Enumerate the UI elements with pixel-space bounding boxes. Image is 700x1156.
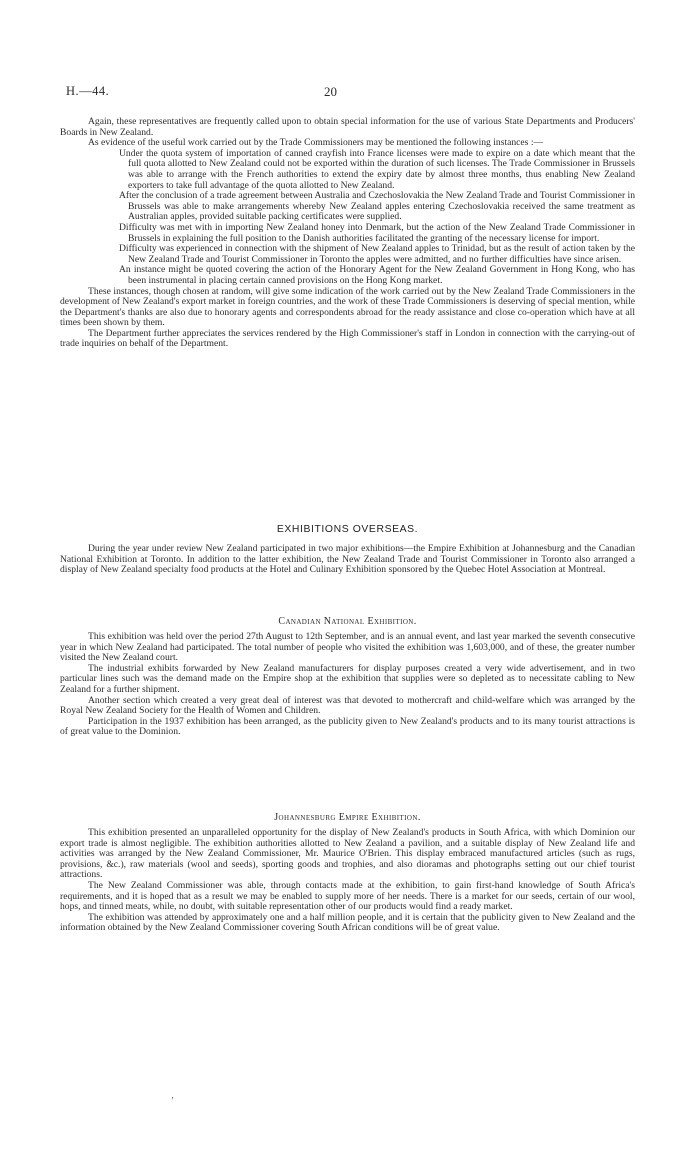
report-reference: H.—44. [66,84,110,98]
instance-item: Difficulty was experienced in connection with the shipment of New Zealand apples to Trinidad, but as the result of action taken by the New Zealand Trade and Tourist Commissioner in Toronto the apples were admitted, and no further difficulties have since arisen. [119,243,635,265]
johannesburg-exhibition-section [60,828,635,934]
paragraph: Again, these representatives are frequently called upon to obtain special information for the use of various State Departments and Producers' Boards in New Zealand. [60,116,635,138]
subsection-heading: Canadian National Exhibition. [278,616,417,627]
stray-mark: ‚ [171,1090,174,1100]
paragraph: Another section which created a very great deal of interest was that devoted to mothercraft and child-welfare which was arranged by the Royal New Zealand Society for the Health of Women and Children. [60,694,635,717]
section-heading: EXHIBITIONS OVERSEAS. [276,524,419,535]
page-number: 20 [324,84,337,99]
paragraph: As evidence of the useful work carried out by the Trade Commissioners may be mentioned the following instances :— [88,137,544,149]
paragraph: During the year under review New Zealand participated in two major exhibitions—the Empire Exhibition at Johannesburg and the Canadian National Exhibition at Toronto. In addition to the latter exhibition, the New Zealand Trade and Tourist Commissioner in Toronto also arranged a display of New Zealand specialty food products at the Hotel and Culinary Exhibition sponsored by the Quebec Hotel Association at Montreal. [60,543,635,576]
instance-item: After the conclusion of a trade agreement between Australia and Czechoslovakia the New Zealand Trade and Tourist Commissioner in Brussels was able to make arrangements whereby New Zealand apples entering Czechoslovakia received the same treatment as Australian apples, provided suitable packing certificates were supplied. [119,190,635,223]
paragraph: This exhibition was held over the period 27th August to 12th September, and is an annual event, and last year marked the seventh consecutive year in which New Zealand had participated. The total number of people who visited the exhibition was 1,603,000, and of these, the greater number visited the New Zealand court. [60,631,635,664]
paragraph: This exhibition presented an unparalleled opportunity for the display of New Zealand's products in South Africa, with which Dominion our export trade is almost negligible. The exhibition authorities allotted to New Zealand a pavilion, and a suitable display of New Zealand life and activities was arranged by the New Zealand Commissioner, Mr. Maurice O'Brien. This display embraced manufactured articles (such as rugs, provisions, &c.), raw materials (wool and seeds), sporting goods and trophies, and also dioramas and photographs setting out our chief tourist attractions. [60,827,635,881]
instance-item: Difficulty was met with in importing New Zealand honey into Denmark, but the action of the New Zealand Trade Commissioner in Brussels in explaining the full position to the Danish authorities facilitated the granting of the necessary license for import. [119,221,635,244]
paragraph: These instances, though chosen at random, will give some indication of the work carried out by the New Zealand Trade Commissioners in the development of New Zealand's export market in foreign countries, and the work of these Trade Commissioners is deserving of special mention, while the Department's thanks are also due to honorary agents and correspondents abroad for the ready assistance and close co-operation which have at all times been shown by them. [60,285,635,329]
subsection-heading: Johannesburg Empire Exhibition. [274,812,421,823]
paragraph: The industrial exhibits forwarded by New Zealand manufacturers for display purposes created a very wide advertisement, and in two particular lines such was the demand made on the Empire shop at the exhibition that supplies were so depleted as to necessitate cabling to New Zealand for a further shipment. [60,662,635,695]
paragraph: The exhibition was attended by approximately one and a half million people, and it is certain that the publicity given to New Zealand and the information obtained by the New Zealand Commissioner covering South African conditions will be of great value. [60,911,635,934]
canadian-exhibition-section [60,632,635,738]
instance-item: Under the quota system of importation of canned crayfish into France licenses were made to expire on a date which meant that the full quota allotted to New Zealand could not be exported within the duration of such licenses. The Trade Commissioner in Brussels was able to arrange with the French authorities to extend the expiry date by almost three months, thus enabling New Zealand exporters to take full advantage of the quota allotted to New Zealand. [119,147,635,191]
paragraph: Participation in the 1937 exhibition has been arranged, as the publicity given to New Zealand's products and to its many tourist attractions is of great value to the Dominion. [60,715,635,738]
instance-item: An instance might be quoted covering the action of the Honorary Agent for the New Zealand Government in Hong Kong, who has been instrumental in placing certain canned provisions on the Hong Kong market. [119,264,635,286]
trade-commissioners-section [60,117,635,350]
exhibitions-intro [60,544,635,576]
paragraph: The New Zealand Commissioner was able, through contacts made at the exhibition, to gain first-hand knowledge of South Africa's requirements, and it is hoped that as a result we may be enabled to supply more of her needs. There is a market for our seeds, certain of our wool, hops, and tinned meats, while, no doubt, with suitable representation other of our products would find a ready market. [60,879,635,913]
paragraph: The Department further appreciates the services rendered by the High Commissioner's staff in London in connection with the carrying-out of trade inquiries on behalf of the Department. [60,327,635,350]
